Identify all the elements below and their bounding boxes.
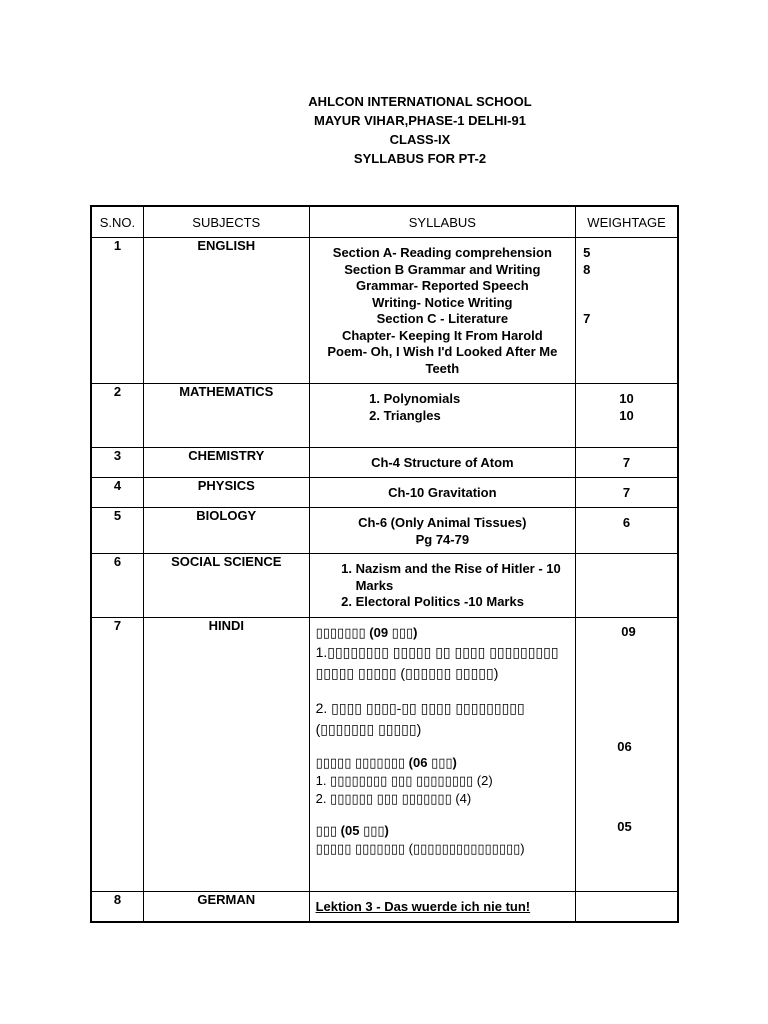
row-subject: HINDI (143, 618, 309, 892)
syllabus-line: Ch-10 Gravitation (388, 485, 497, 500)
row-subject: MATHEMATICS (143, 384, 309, 448)
syllabus-item: 2. Triangles (384, 408, 571, 425)
row-sno: 7 (91, 618, 143, 892)
syllabus-line: 1. ▯▯▯▯▯▯▯▯ ▯▯▯ ▯▯▯▯▯▯▯▯ (2) (315, 773, 493, 788)
header-syllabus: SYLLABUS (309, 206, 575, 238)
row-sno: 1 (91, 238, 143, 384)
syllabus-line: Grammar- Reported Speech (356, 278, 529, 293)
header-weightage: WEIGHTAGE (576, 206, 678, 238)
row-weightage (576, 238, 678, 384)
class-label: CLASS-IX (389, 132, 451, 147)
syllabus-table (90, 205, 679, 923)
weightage-value: 5 (583, 245, 591, 260)
row-sno: 8 (91, 892, 143, 922)
weightage-value: 05 (617, 819, 632, 834)
row-subject: SOCIAL SCIENCE (143, 554, 309, 618)
weightage-value: 7 (622, 485, 631, 500)
syllabus-item: 1. Nazism and the Rise of Hitler - 10 Marks (356, 561, 571, 594)
table-header-row (91, 206, 678, 238)
header-sno: S.NO. (91, 206, 143, 238)
table-row (91, 478, 678, 508)
weightage-value: 7 (583, 311, 591, 326)
syllabus-item: 2. Electoral Politics -10 Marks (356, 594, 571, 611)
row-syllabus (309, 238, 575, 384)
syllabus-line: 2. ▯▯▯▯▯▯ ▯▯▯ ▯▯▯▯▯▯▯ (4) (315, 791, 472, 806)
syllabus-line: ▯▯▯▯▯ ▯▯▯▯▯▯▯ (06 ▯▯▯) (315, 755, 457, 770)
row-weightage (576, 892, 678, 922)
row-syllabus (309, 478, 575, 508)
syllabus-line: Poem- Oh, I Wish I'd Looked After Me (327, 344, 558, 359)
row-subject: ENGLISH (143, 238, 309, 384)
syllabus-line: Chapter- Keeping It From Harold (341, 327, 543, 343)
syllabus-line: Teeth (425, 360, 460, 376)
table-row (91, 448, 678, 478)
syllabus-line: Section C - Literature (376, 311, 509, 326)
document-header (0, 92, 768, 168)
row-weightage (576, 618, 678, 892)
table-row (91, 508, 678, 554)
table-row (91, 618, 678, 892)
table-row (91, 238, 678, 384)
syllabus-line: Lektion 3 - Das wuerde ich nie tun! (315, 899, 531, 914)
weightage-value: 09 (621, 624, 636, 639)
syllabus-line: Ch-4 Structure of Atom (371, 455, 514, 470)
syllabus-line: ▯▯▯▯▯ ▯▯▯▯▯▯▯ (▯▯▯▯▯▯▯▯▯▯▯▯▯▯▯) (315, 841, 525, 856)
weightage-value: 6 (622, 515, 631, 530)
row-subject: BIOLOGY (143, 508, 309, 554)
row-syllabus (309, 618, 575, 892)
row-syllabus (309, 554, 575, 618)
row-subject: PHYSICS (143, 478, 309, 508)
row-syllabus (309, 508, 575, 554)
syllabus-line: ▯▯▯ (05 ▯▯▯) (315, 823, 389, 838)
syllabus-line: 1.▯▯▯▯▯▯▯▯ ▯▯▯▯▯ ▯▯ ▯▯▯▯ ▯▯▯▯▯▯▯▯▯ ▯▯▯▯▯ ▯▯▯▯▯ (▯▯▯▯▯▯ ▯▯▯▯▯) (315, 644, 559, 681)
row-sno: 6 (91, 554, 143, 618)
table-row (91, 892, 678, 922)
weightage-value: 06 (617, 738, 632, 754)
row-weightage (576, 554, 678, 618)
row-syllabus (309, 384, 575, 448)
document-title: SYLLABUS FOR PT-2 (353, 151, 487, 166)
row-subject: GERMAN (143, 892, 309, 922)
row-syllabus (309, 892, 575, 922)
weightage-value: 8 (583, 261, 591, 277)
syllabus-line: Section A- Reading comprehension (332, 245, 552, 260)
row-syllabus (309, 448, 575, 478)
syllabus-item: 1. Polynomials (384, 391, 571, 408)
row-subject: CHEMISTRY (143, 448, 309, 478)
syllabus-line: Section B Grammar and Writing (344, 261, 541, 277)
row-sno: 5 (91, 508, 143, 554)
row-weightage (576, 384, 678, 448)
syllabus-line: ▯▯▯▯▯▯▯ (09 ▯▯▯) (315, 625, 418, 640)
weightage-value: 7 (622, 455, 631, 470)
row-weightage (576, 508, 678, 554)
table-row (91, 554, 678, 618)
syllabus-line: Ch-6 (Only Animal Tissues) (358, 515, 527, 530)
weightage-value: 10 (619, 391, 634, 406)
syllabus-line: 2. ▯▯▯▯ ▯▯▯▯-▯▯ ▯▯▯▯ ▯▯▯▯▯▯▯▯▯ (▯▯▯▯▯▯▯ ▯▯▯▯▯) (315, 700, 525, 737)
syllabus-line: Writing- Notice Writing (372, 294, 513, 310)
school-address: MAYUR VIHAR,PHASE-1 DELHI-91 (314, 113, 526, 128)
row-sno: 4 (91, 478, 143, 508)
weightage-value: 10 (619, 407, 634, 423)
row-sno: 3 (91, 448, 143, 478)
school-name: AHLCON INTERNATIONAL SCHOOL (308, 94, 532, 109)
row-weightage (576, 478, 678, 508)
row-sno: 2 (91, 384, 143, 448)
table-row (91, 384, 678, 448)
header-subjects: SUBJECTS (143, 206, 309, 238)
syllabus-line: Pg 74-79 (415, 531, 470, 547)
row-weightage (576, 448, 678, 478)
